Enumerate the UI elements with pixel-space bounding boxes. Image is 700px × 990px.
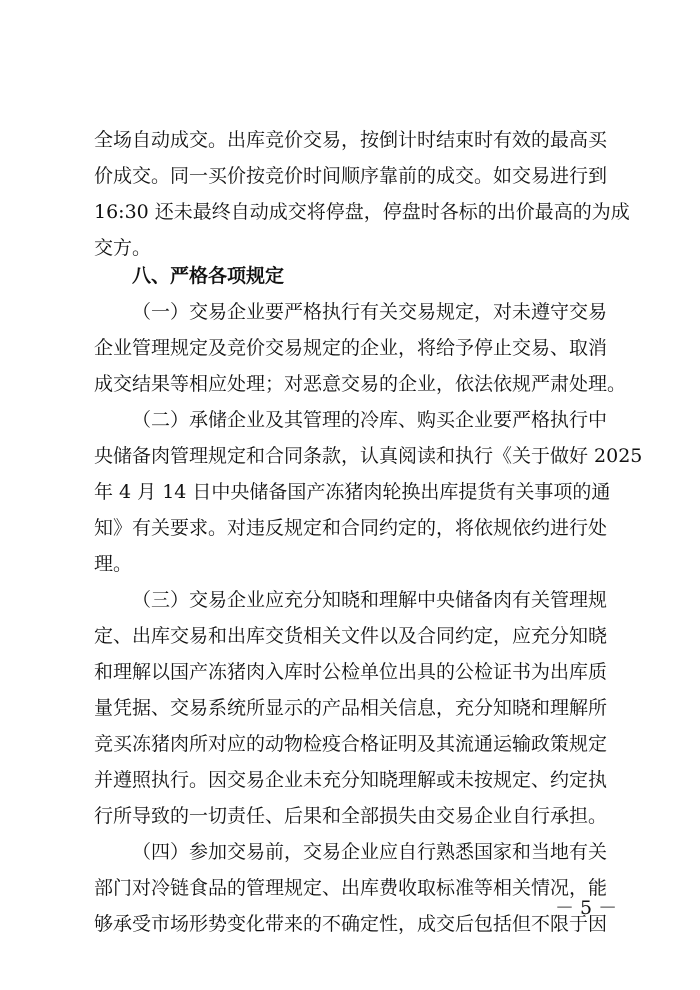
paragraph-line: 竞买冻猪肉所对应的动物检疫合格证明及其流通运输政策规定 xyxy=(94,733,608,755)
paragraph-line: 全场自动成交。出库竞价交易，按倒计时结束时有效的最高买 xyxy=(94,129,608,151)
paragraph-line: （三）交易企业应充分知晓和理解中央储备肉有关管理规 xyxy=(132,589,608,611)
paragraph-line: 知》有关要求。对违反规定和合同约定的，将依规依约进行处 xyxy=(94,517,608,539)
paragraph-line: 量凭据、交易系统所显示的产品相关信息，充分知晓和理解所 xyxy=(94,697,608,719)
paragraph-line: 企业管理规定及竞价交易规定的企业，将给予停止交易、取消 xyxy=(94,337,608,359)
paragraph-line: 年 4 月 14 日中央储备国产冻猪肉轮换出库提货有关事项的通 xyxy=(94,481,611,503)
paragraph-line: 交方。 xyxy=(94,237,152,259)
paragraph-line: （四）参加交易前，交易企业应自行熟悉国家和当地有关 xyxy=(132,841,608,863)
paragraph-line: 16:30 还未最终自动成交将停盘，停盘时各标的出价最高的为成 xyxy=(94,201,630,223)
paragraph-line: 定、出库交易和出库交货相关文件以及合同约定，应充分知晓 xyxy=(94,625,608,647)
paragraph-line: （一）交易企业要严格执行有关交易规定，对未遵守交易 xyxy=(132,301,608,323)
paragraph-line: 够承受市场形势变化带来的不确定性，成交后包括但不限于因 xyxy=(94,913,608,935)
paragraph-line: （二）承储企业及其管理的冷库、购买企业要严格执行中 xyxy=(132,409,608,431)
paragraph-line: 成交结果等相应处理；对恶意交易的企业，依法依规严肃处理。 xyxy=(94,373,627,395)
paragraph-line: 和理解以国产冻猪肉入库时公检单位出具的公检证书为出库质 xyxy=(94,661,608,683)
paragraph-line: 部门对冷链食品的管理规定、出库费收取标准等相关情况，能 xyxy=(94,877,608,899)
section-heading: 八、严格各项规定 xyxy=(132,265,285,287)
page-number: － 5 － xyxy=(555,897,618,919)
paragraph-line: 价成交。同一买价按竞价时间顺序靠前的成交。如交易进行到 xyxy=(94,165,608,187)
paragraph-line: 行所导致的一切责任、后果和全部损失由交易企业自行承担。 xyxy=(94,805,608,827)
paragraph-line: 理。 xyxy=(94,553,133,575)
paragraph-line: 并遵照执行。因交易企业未充分知晓理解或未按规定、约定执 xyxy=(94,769,608,791)
paragraph-line: 央储备肉管理规定和合同条款，认真阅读和执行《关于做好 2025 xyxy=(94,445,643,467)
